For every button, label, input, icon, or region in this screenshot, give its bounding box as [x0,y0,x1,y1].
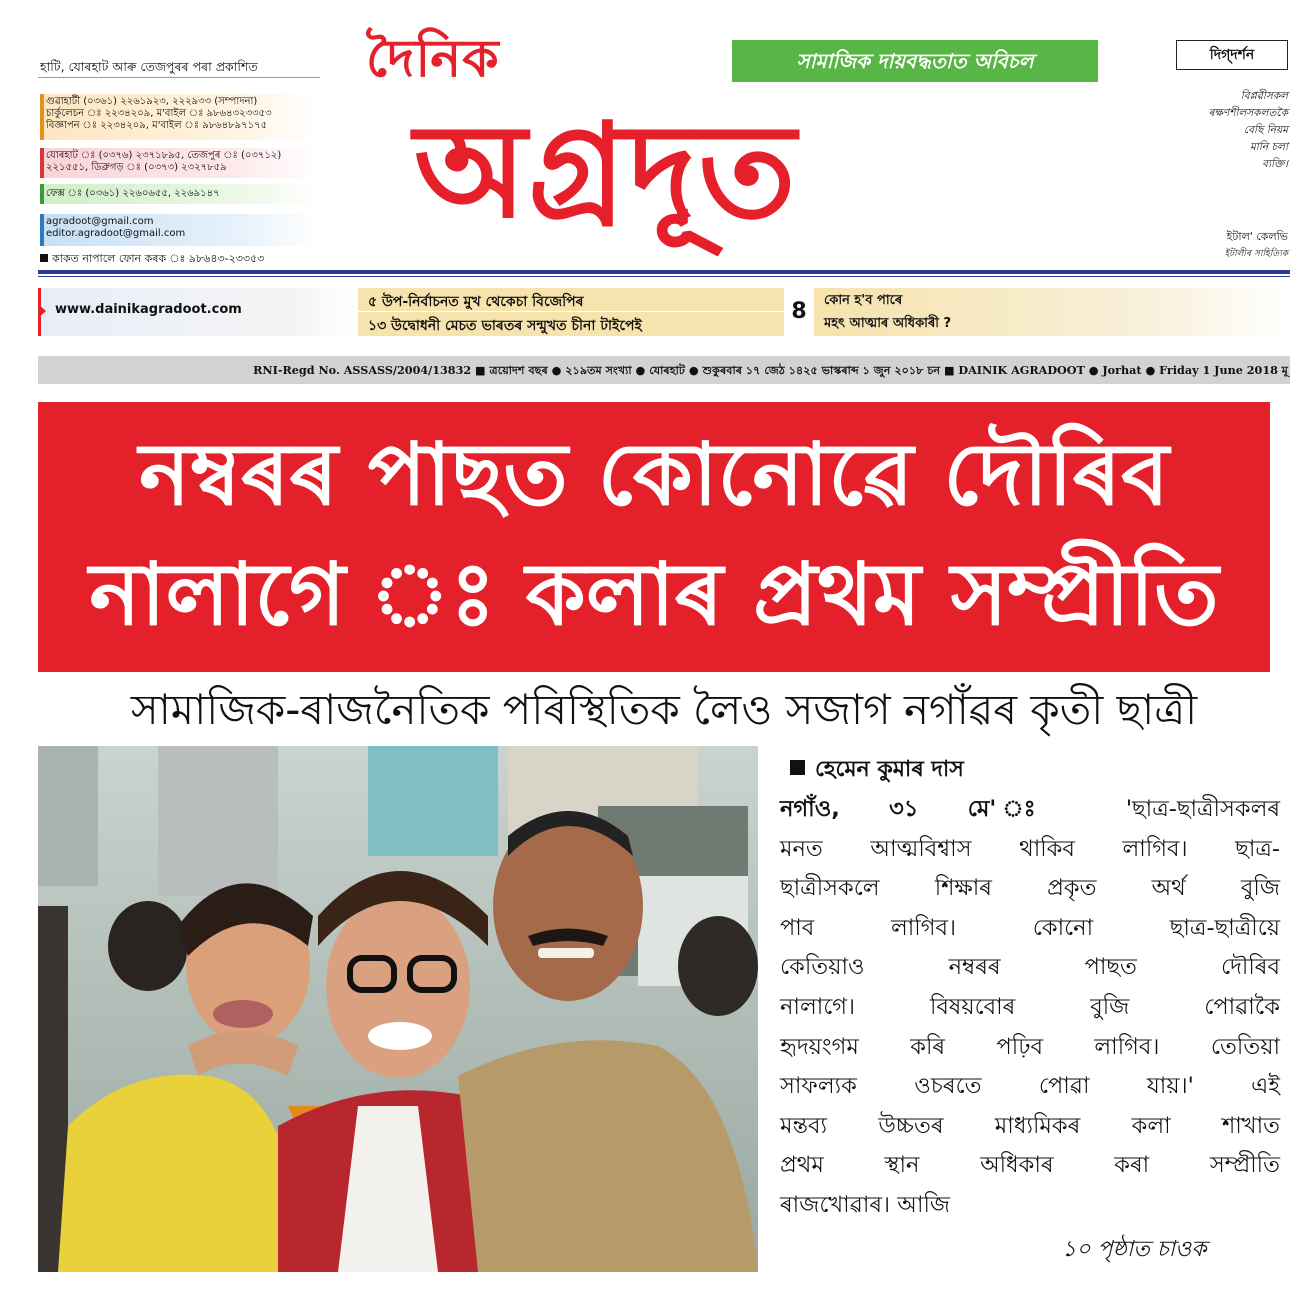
index-right [814,288,1290,336]
contact-guwahati [40,94,320,140]
contact-fax: ফেক্স ঃ (০৩৬১) ২২৬০৬৫৫, ২২৬৯১৪৭ [46,188,220,199]
byline [790,754,964,786]
publication-line: হাটি, যোৰহাট আৰু তেজপুৰৰ পৰা প্ৰকাশিত [38,56,320,78]
logo-agradoot: অগ্ৰদূত [414,94,798,247]
website-box[interactable] [38,288,358,336]
logo-dainik: দৈনিক [366,28,500,89]
triangle-pointer-icon [38,304,46,318]
contact-fax-row [40,184,320,204]
article-line-first [780,790,1280,830]
contact-circulation: চাৰ্কুলেচন ঃ ২২৩৪২০৯, ম'বাইল ঃ ৯৮৬৪৩২৩৩৫৩ [46,108,272,119]
masthead-rule [38,270,1290,274]
continued-on-page[interactable]: ১০ পৃষ্ঠাত চাওক [1062,1237,1207,1262]
article-line: মন্তব্য উচ্চতৰ মাধ্যমিকৰ কলা শাখাত [780,1112,1280,1139]
contact-jorhat-tezpur: যোৰহাট ঃ (০৩৭৬) ২৩৭১৮৯৫, তেজপুৰ ঃ (০৩৭১২) [46,150,282,161]
article-line: হৃদয়ংগম কৰি পঢ়িব লাগিব। তেতিয়া [780,1033,1280,1060]
contact-email-row [40,214,320,246]
headline-line-1: নম্বৰৰ পাছত কোনোৱে দৌৰিব [139,425,1169,525]
article-body [780,790,1280,1226]
quote-author: ইটাল' কেলভি [1226,230,1288,243]
index-page-number: 8 [791,299,807,324]
subheadline: সামাজিক-ৰাজনৈতিক পৰিস্থিতিক লৈও সজাগ নগাঁৱৰ কৃতী ছাত্ৰী [130,685,1198,734]
article-line: পাব লাগিব। কোনো ছাত্ৰ-ছাত্ৰীয়ে [780,914,1280,941]
index-item[interactable]: কোন হ'ব পাৰে [824,293,903,308]
masthead-rule-thin [38,276,1290,277]
tagline-banner: সামাজিক দায়বদ্ধতাত অবিচল [732,40,1098,82]
article-line: মনত আত্মবিশ্বাস থাকিব লাগিব। ছাত্ৰ- [780,835,1280,862]
article-line: ছাত্ৰীসকলে শিক্ষাৰ প্ৰকৃত অৰ্থ বুজি [780,875,1280,902]
headline-line-2: নালাগে ঃ কলাৰ প্ৰথম সম্প্ৰীতি [89,545,1219,645]
contact-email-1[interactable]: agradoot@gmail.com [46,216,154,227]
contact-email-2[interactable]: editor.agradoot@gmail.com [46,228,186,239]
index-left [358,288,784,336]
contact-dibrugarh: ২২১৫৫১, ডিব্ৰুগড় ঃ (০৩৭৩) ২৩২৭৮৫৯ [46,162,227,173]
date-line: RNI-Regd No. ASSASS/2004/13832 ■ ত্ৰয়োদশ বছৰ ● ২১৯তম সংখ্যা ● যোৰহাট ● শুকুৰবাৰ ১৭ জেঠ ১৪২৫ ভাস্কৰাব্দ ১ জুন ২০১৮ চন ■ DAINIK AGRADOOT ● Jorhat ● Friday 1 June 2018 মূ [38,356,1290,384]
delivery-helpline [40,250,320,268]
delivery-helpline-text: কাকত নাপালে ফোন কৰক ঃ ৯৮৬৪৩-২৩৩৫৩ [52,252,265,265]
website-link[interactable]: www.dainikagradoot.com [55,302,242,317]
contact-jorhat [40,148,320,178]
news-photo [38,746,758,1272]
article-line: ৰাজখোৱাৰ। আজি [780,1191,951,1218]
quote-line: বিপ্লৱীসকল [1240,90,1288,102]
quote-line: ব্যক্তি। [1262,158,1288,170]
bullet-square-icon [790,760,805,775]
headline-box [38,402,1270,672]
quote-line: ৰক্ষণশীলসকলতকৈ [1208,107,1288,119]
contact-advertisement: বিজ্ঞাপন ঃ ২২৩৪২০৯, ম'বাইল ঃ ৯৮৬৪৮৯৭১৭৫ [46,120,268,131]
index-item[interactable]: ১৩ উদ্বোধনী মেচত ভাৰতৰ সন্মুখত চীনা টাইপেই [368,318,642,334]
article-line: সাফল্যক ওচৰতে পোৱা যায়।' এই [780,1073,1280,1100]
quote-line: বেছি নিয়ম [1243,124,1288,136]
digdarshan-quote [1176,88,1288,173]
index-item[interactable]: মহৎ আত্মাৰ অধিকাৰী ? [824,316,952,331]
quote-author-desc: ইটালীৰ সাহিত্যিক [1224,249,1288,259]
article-line: নালাগে। বিষয়বোৰ বুজি পোৱাকৈ [780,993,1280,1020]
article-line: কেতিয়াও নম্বৰৰ পাছত দৌৰিব [780,954,1280,981]
article-line: প্ৰথম স্থান অধিকাৰ কৰা সম্প্ৰীতি [780,1152,1280,1179]
contact-guwahati-phone: গুৱাহাটী (০৩৬১) ২২৬১৯২৩, ২২২৯৩৩ (সম্পাদনা) [46,96,258,107]
bullet-square-icon [40,254,48,262]
index-item[interactable]: ৫ উপ-নিৰ্বাচনত মুখ থেকেচা বিজেপিৰ [368,294,584,310]
quote-line: মানি চলা [1249,141,1288,153]
byline-author: হেমেন কুমাৰ দাস [815,757,964,782]
digdarshan-title: দিগ্‌দৰ্শন [1176,40,1288,70]
article-dateline: নগাঁও, ৩১ মে' ঃ [780,796,1078,822]
article-line: 'ছাত্ৰ-ছাত্ৰীসকলৰ [1125,796,1281,822]
